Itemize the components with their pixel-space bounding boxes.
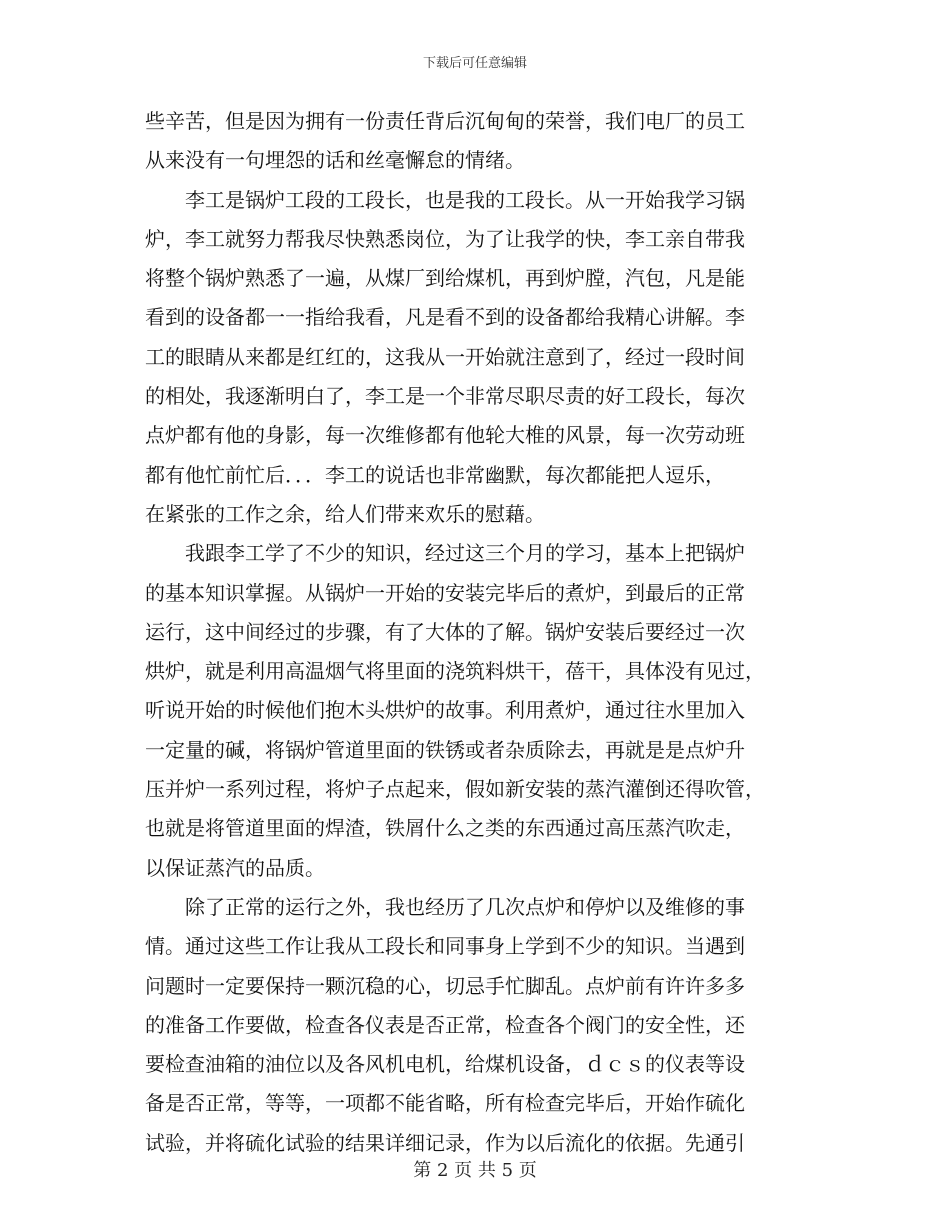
page-header: 下载后可任意编辑 — [422, 56, 527, 71]
document-body — [145, 102, 805, 1163]
text-line: 的准备工作要做，检查各仪表是否正常，检查各个阀门的安全性，还 — [145, 1012, 745, 1037]
text-line: 问题时一定要保持一颗沉稳的心，切忌手忙脚乱。点炉前有许许多多 — [145, 973, 745, 998]
text-line: 从来没有一句埋怨的话和丝毫懈怠的情绪。 — [145, 148, 525, 173]
text-line: 李工是锅炉工段的工段长，也是我的工段长。从一开始我学习锅 — [145, 187, 745, 212]
text-line: 一定量的碱，将锅炉管道里面的铁锈或者杂质除去，再就是是点炉升 — [145, 737, 745, 762]
text-line: 我跟李工学了不少的知识，经过这三个月的学习，基本上把锅炉 — [145, 541, 745, 566]
text-line: 的基本知识掌握。从锅炉一开始的安装完毕后的煮炉，到最后的正常 — [145, 580, 745, 605]
text-line: 要检查油箱的油位以及各风机电机，给煤机设备，ｄｃｓ的仪表等设 — [145, 1052, 745, 1077]
text-line: 些辛苦，但是因为拥有一份责任背后沉甸甸的荣誉，我们电厂的员工 — [145, 109, 745, 133]
text-line: 以保证蒸汽的品质。 — [145, 855, 325, 880]
text-line: 听说开始的时候他们抱木头烘炉的故事。利用煮炉，通过往水里加入 — [145, 698, 745, 723]
text-line: 的相处，我逐渐明白了，李工是一个非常尽职尽责的好工段长，每次 — [145, 384, 745, 409]
text-line: 点炉都有他的身影，每一次维修都有他轮大椎的风景，每一次劳动班 — [145, 423, 745, 448]
text-line: 情。通过这些工作让我从工段长和同事身上学到不少的知识。当遇到 — [145, 934, 745, 959]
text-line: 看到的设备都一一指给我看，凡是看不到的设备都给我精心讲解。李 — [145, 305, 745, 330]
text-line: 在紧张的工作之余，给人们带来欢乐的慰藉。 — [145, 501, 545, 526]
text-line: 工的眼睛从来都是红红的，这我从一开始就注意到了，经过一段时间 — [145, 344, 745, 369]
text-line: 备是否正常，等等，一项都不能省略，所有检查完毕后，开始作硫化 — [145, 1091, 745, 1116]
text-line: 都有他忙前忙后．．．李工的说话也非常幽默，每次都能把人逗乐， — [145, 462, 725, 487]
text-line: 将整个锅炉熟悉了一遍，从煤厂到给煤机，再到炉膛，汽包，凡是能 — [145, 266, 745, 291]
text-line: 也就是将管道里面的焊渣，铁屑什么之类的东西通过高压蒸汽吹走， — [145, 816, 745, 841]
page-footer: 第 2 页 共 5 页 — [413, 1160, 537, 1181]
text-line: 压并炉一系列过程，将炉子点起来，假如新安装的蒸汽灌倒还得吹管， — [145, 777, 765, 802]
text-line: 烘炉，就是利用高温烟气将里面的浇筑料烘干，蓓干，具体没有见过， — [145, 659, 765, 684]
text-line: 运行，这中间经过的步骤，有了大体的了解。锅炉安装后要经过一次 — [145, 619, 745, 644]
text-line: 试验，并将硫化试验的结果详细记录，作为以后流化的依据。先通引 — [145, 1130, 745, 1155]
text-line: 炉，李工就努力帮我尽快熟悉岗位，为了让我学的快，李工亲自带我 — [145, 226, 745, 251]
text-line: 除了正常的运行之外，我也经历了几次点炉和停炉以及维修的事 — [145, 894, 745, 919]
